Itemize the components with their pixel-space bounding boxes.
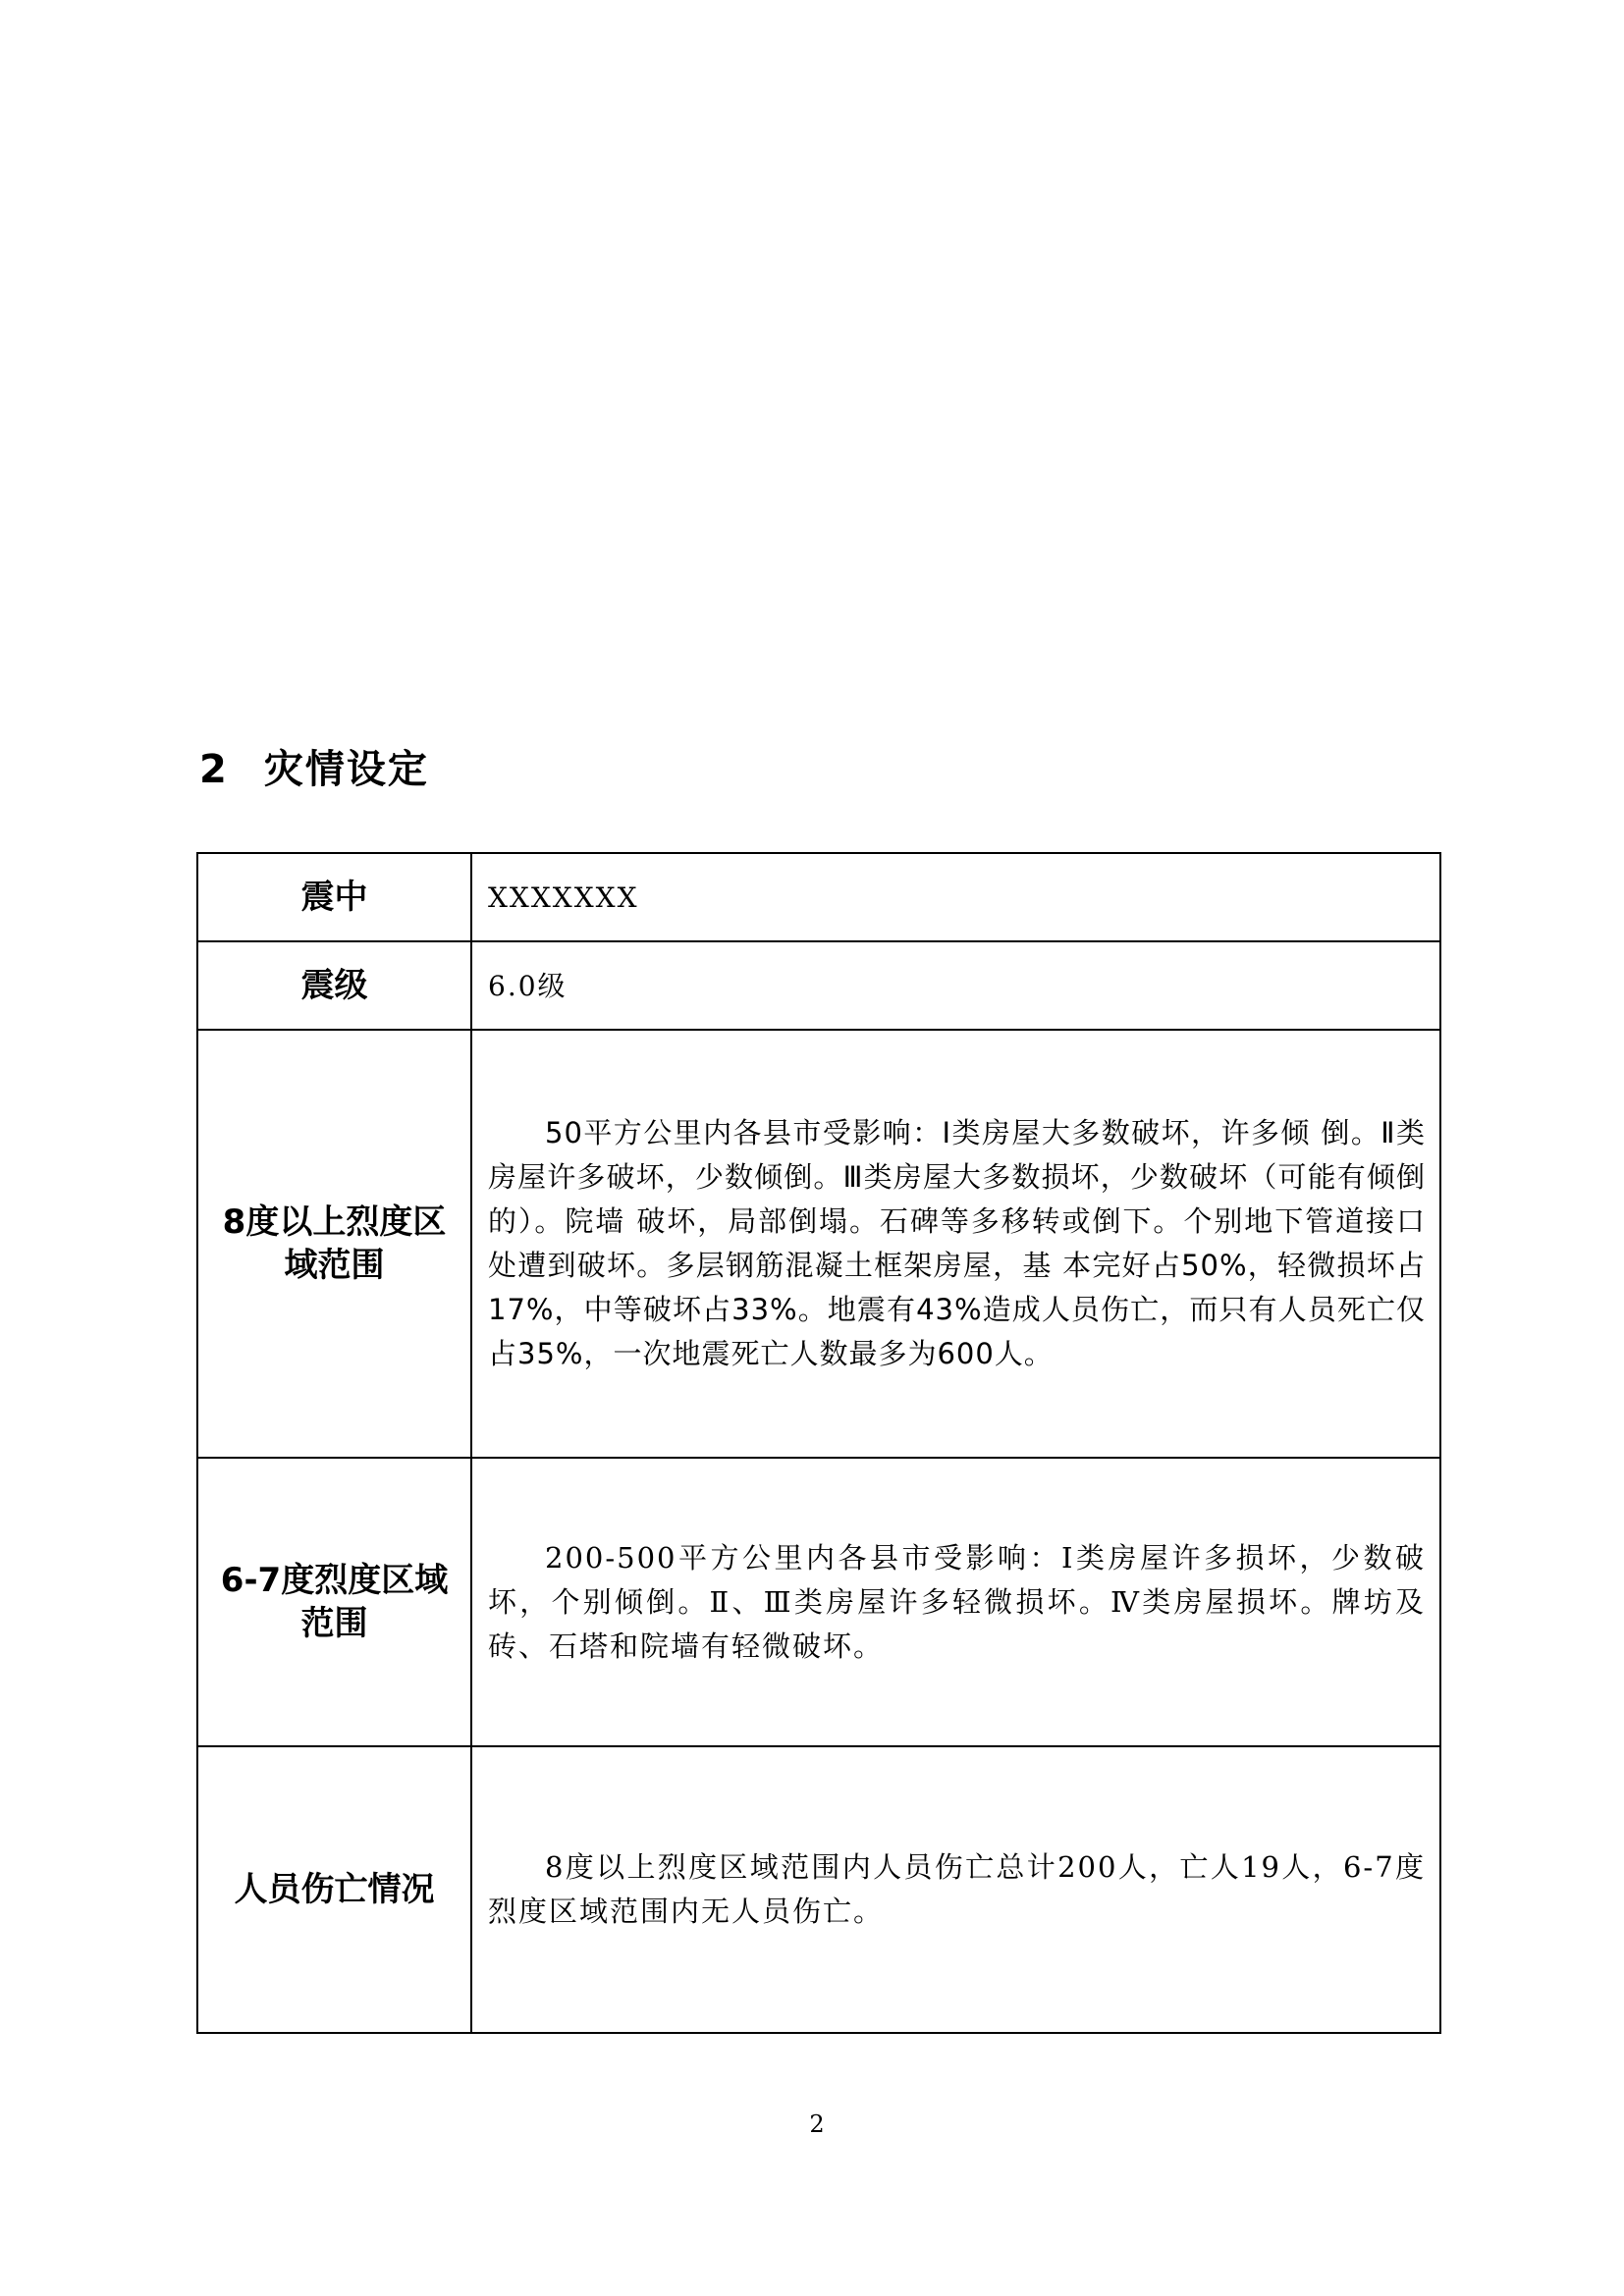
- row-label: 震中: [197, 853, 471, 941]
- row-value: 8度以上烈度区域范围内人员伤亡总计200人，亡人19人，6-7度烈度区域范围内无人员伤亡。: [471, 1746, 1440, 2033]
- row-label: 6-7度烈度区域范围: [197, 1458, 471, 1746]
- disaster-settings-table: [196, 852, 1441, 2034]
- table-row-magnitude: [197, 941, 1440, 1030]
- page-number: 2: [809, 2110, 825, 2138]
- row-value: XXXXXXX: [471, 853, 1440, 941]
- section-heading: [199, 738, 429, 794]
- row-value: 50平方公里内各县市受影响：Ⅰ类房屋大多数破坏，许多倾 倒。Ⅱ类房屋许多破坏，少数倾倒。Ⅲ类房屋大多数损坏，少数破坏（可能有倾倒的）。院墙 破坏，局部倒塌。石碑等多移转或倒下。个别地下管道接口处遭到破坏。多层钢筋混凝土框架房屋，基 本完好占50%，轻微损坏占17%，中等破坏占33%。地震有43%造成人员伤亡，而只有人员死亡仅占35%，一次地震死亡人数最多为600人。: [471, 1030, 1440, 1458]
- table-row-intensity-6-7: [197, 1458, 1440, 1746]
- row-label: 8度以上烈度区域范围: [197, 1030, 471, 1458]
- row-value: 200-500平方公里内各县市受影响：Ⅰ类房屋许多损坏，少数破坏，个别倾倒。Ⅱ、Ⅲ类房屋许多轻微损坏。Ⅳ类房屋损坏。牌坊及砖、石塔和院墙有轻微破坏。: [471, 1458, 1440, 1746]
- table-row-intensity-8: [197, 1030, 1440, 1458]
- row-label: 人员伤亡情况: [197, 1746, 471, 2033]
- row-value: 6.0级: [471, 941, 1440, 1030]
- row-label: 震级: [197, 941, 471, 1030]
- table-row-casualties: [197, 1746, 1440, 2033]
- section-number: 2: [199, 747, 229, 792]
- table-row-epicenter: [197, 853, 1440, 941]
- section-title: 灾情设定: [263, 747, 429, 792]
